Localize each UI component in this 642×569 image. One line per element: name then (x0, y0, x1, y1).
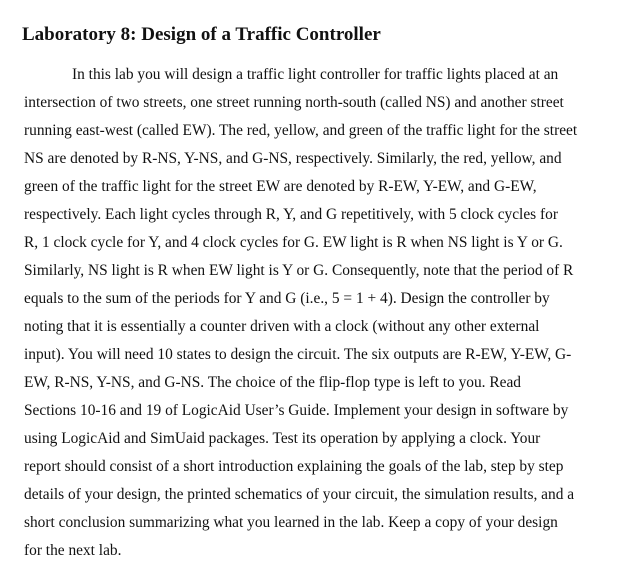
paragraph-line: details of your design, the printed schematics of your circuit, the simulation results, and a (24, 486, 575, 503)
paragraph-line: for the next lab. (24, 542, 122, 559)
document-title: Laboratory 8: Design of a Traffic Controller (22, 24, 381, 45)
paragraph-line: R, 1 clock cycle for Y, and 4 clock cycles for G. EW light is R when NS light is Y or G. (24, 234, 563, 251)
paragraph-line: green of the traffic light for the street EW are denoted by R-EW, Y-EW, and G-EW, (24, 178, 537, 195)
paragraph-line: running east-west (called EW). The red, yellow, and green of the traffic light for the street (24, 122, 578, 139)
paragraph-line: Similarly, NS light is R when EW light is Y or G. Consequently, note that the period of R (24, 262, 574, 279)
paragraph-line: In this lab you will design a traffic light controller for traffic lights placed at an (72, 66, 559, 83)
paragraph-line: noting that it is essentially a counter driven with a clock (without any other external (24, 318, 540, 335)
paragraph-line: intersection of two streets, one street running north-south (called NS) and another street (24, 94, 564, 111)
paragraph-line: EW, R-NS, Y-NS, and G-NS. The choice of the flip-flop type is left to you. Read (24, 374, 521, 391)
paragraph-line: report should consist of a short introduction explaining the goals of the lab, step by step (24, 458, 564, 475)
paragraph-line: respectively. Each light cycles through R, Y, and G repetitively, with 5 clock cycles for (24, 206, 558, 223)
paragraph-line: Sections 10-16 and 19 of LogicAid User’s Guide. Implement your design in software by (24, 402, 569, 419)
paragraph-line: using LogicAid and SimUaid packages. Test its operation by applying a clock. Your (24, 430, 541, 447)
paragraph-line: equals to the sum of the periods for Y and G (i.e., 5 = 1 + 4). Design the controller by (24, 290, 550, 307)
body-paragraph (24, 65, 577, 569)
paragraph-line: short conclusion summarizing what you learned in the lab. Keep a copy of your design (24, 514, 558, 531)
paragraph-line: input). You will need 10 states to design the circuit. The six outputs are R-EW, Y-EW, G- (24, 346, 572, 363)
paragraph-line: NS are denoted by R-NS, Y-NS, and G-NS, respectively. Similarly, the red, yellow, and (24, 150, 562, 167)
